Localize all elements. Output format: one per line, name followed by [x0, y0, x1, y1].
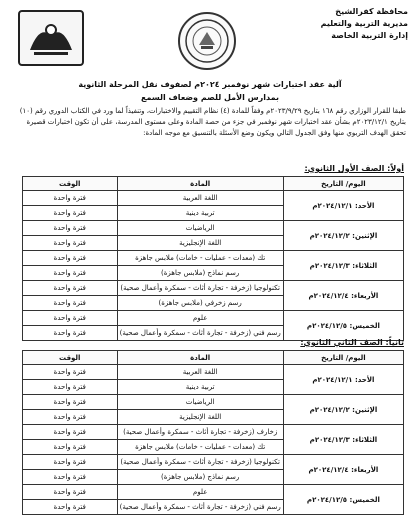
seal-emblem-icon — [184, 18, 230, 64]
time-cell: فترة واحدة — [23, 266, 118, 281]
time-cell: فترة واحدة — [23, 440, 118, 455]
table-row — [23, 311, 404, 326]
header-time: الوقت — [23, 351, 118, 365]
subject-cell: اللغة الإنجليزية — [117, 236, 283, 251]
subject-cell: تكنولوجيا (زخرفة - تجارة أثاث - سمكرة وأعمال صحية) — [117, 455, 283, 470]
subject-cell: اللغة العربية — [117, 191, 283, 206]
time-cell: فترة واحدة — [23, 311, 118, 326]
table-row — [23, 425, 404, 440]
sub-title: بمدارس الأمل للصم وضعاف السمع — [141, 93, 279, 102]
table-row — [23, 191, 404, 206]
day-date-cell: الأربعاء: ٢٠٢٤/١٢/٤م — [283, 281, 403, 311]
header-time: الوقت — [23, 177, 118, 191]
subject-cell: علوم — [117, 311, 283, 326]
time-cell: فترة واحدة — [23, 500, 118, 515]
subject-cell: رسم فني (زخرفة - تجارة أثاث - سمكرة وأعمال صحية) — [117, 326, 283, 341]
schedule-table-grade2 — [22, 350, 404, 515]
subject-cell: اللغة العربية — [117, 365, 283, 380]
subject-cell: الرياضيات — [117, 221, 283, 236]
subject-cell: الرياضيات — [117, 395, 283, 410]
header-subject: المادة — [117, 351, 283, 365]
time-cell: فترة واحدة — [23, 470, 118, 485]
table-header-row — [23, 351, 404, 365]
section1-heading: أولاً: الصف الأول الثانوي: — [304, 164, 404, 173]
day-date-cell: الثلاثاء: ٢٠٢٤/١٢/٣م — [283, 425, 403, 455]
subject-cell: رسم زخرفي (ملابس جاهزة) — [117, 296, 283, 311]
time-cell: فترة واحدة — [23, 485, 118, 500]
time-cell: فترة واحدة — [23, 410, 118, 425]
time-cell: فترة واحدة — [23, 296, 118, 311]
time-cell: فترة واحدة — [23, 251, 118, 266]
subject-cell: تك (معدات - عمليات - خامات) ملابس جاهزة — [117, 251, 283, 266]
school-logo — [18, 10, 84, 66]
day-date-cell: الأربعاء: ٢٠٢٤/١٢/٤م — [283, 455, 403, 485]
document-titles — [40, 78, 380, 104]
day-date-cell: الخميس: ٢٠٢٤/١٢/٥م — [283, 485, 403, 515]
day-date-cell: الإثنين: ٢٠٢٤/١٢/٢م — [283, 395, 403, 425]
governorate-line: محافظة كفرالشيخ — [335, 7, 408, 16]
ministry-seal-logo — [178, 12, 236, 70]
day-date-cell: الثلاثاء: ٢٠٢٤/١٢/٣م — [283, 251, 403, 281]
time-cell: فترة واحدة — [23, 365, 118, 380]
subject-cell: تربية دينية — [117, 380, 283, 395]
table-header-row — [23, 177, 404, 191]
hands-emblem-icon — [24, 18, 78, 58]
ministry-header — [288, 6, 408, 42]
time-cell: فترة واحدة — [23, 425, 118, 440]
subject-cell: زخارف (زخرفة - تجارة أثاث - سمكرة وأعمال صحية) — [117, 425, 283, 440]
time-cell: فترة واحدة — [23, 221, 118, 236]
subject-cell: اللغة الإنجليزية — [117, 410, 283, 425]
schedule-table-grade1 — [22, 176, 404, 341]
table-row — [23, 221, 404, 236]
time-cell: فترة واحدة — [23, 191, 118, 206]
day-date-cell: الخميس: ٢٠٢٤/١٢/٥م — [283, 311, 403, 341]
day-date-cell: الأحد: ٢٠٢٤/١٢/١م — [283, 365, 403, 395]
time-cell: فترة واحدة — [23, 206, 118, 221]
subject-cell: علوم — [117, 485, 283, 500]
time-cell: فترة واحدة — [23, 395, 118, 410]
header-day: اليوم/ التاريخ — [283, 177, 403, 191]
subject-cell: رسم نماذج (ملابس جاهزة) — [117, 266, 283, 281]
day-date-cell: الإثنين: ٢٠٢٤/١٢/٢م — [283, 221, 403, 251]
time-cell: فترة واحدة — [23, 380, 118, 395]
subject-cell: تك (معدات - عمليات - خامات) ملابس جاهزة — [117, 440, 283, 455]
subject-cell: تكنولوجيا (زخرفة - تجارة أثاث - سمكرة وأعمال صحية) — [117, 281, 283, 296]
main-title: آلية عقد اختبارات شهر نوفمبر ٢٠٢٤م لصفوف نقل المرحلة الثانوية — [78, 80, 342, 89]
subject-cell: تربية دينية — [117, 206, 283, 221]
table-row — [23, 251, 404, 266]
day-date-cell: الأحد: ٢٠٢٤/١٢/١م — [283, 191, 403, 221]
header-day: اليوم/ التاريخ — [283, 351, 403, 365]
time-cell: فترة واحدة — [23, 455, 118, 470]
time-cell: فترة واحدة — [23, 281, 118, 296]
department-line: إدارة التربية الخاصة — [331, 31, 408, 40]
header-subject: المادة — [117, 177, 283, 191]
intro-paragraph: طبقا للقرار الوزاري رقم ١٦٨ بتاريخ ٢٠٢٣/٩/٢٩م وفقاً للمادة (٤) نظام التقييم والاختبارات، وتنفيذاً لما ورد في الكتاب الدوري رقم (١٠) بتاريخ ٢٠٢٣/١٢/١م بشأن عقد اختبارات شهر نوفمبر في جزء من حصة المادة وعلى مستوى المدرسة، على أن تكون اختبارات قصيرة تحقق الهدف التربوي منها وفق الجدول التالي ويكون وضع الأسئلة بالتنسيق مع موجه المادة: — [19, 107, 406, 137]
table-row — [23, 365, 404, 380]
subject-cell: رسم نماذج (ملابس جاهزة) — [117, 470, 283, 485]
section2-heading: ثانياً: الصف الثاني الثانوي: — [300, 338, 404, 347]
subject-cell: رسم فني (زخرفة - تجارة أثاث - سمكرة وأعمال صحية) — [117, 500, 283, 515]
table-row — [23, 281, 404, 296]
time-cell: فترة واحدة — [23, 236, 118, 251]
table-row — [23, 395, 404, 410]
time-cell: فترة واحدة — [23, 326, 118, 341]
table-row — [23, 485, 404, 500]
directorate-line: مديرية التربية والتعليم — [320, 19, 408, 28]
table-row — [23, 455, 404, 470]
